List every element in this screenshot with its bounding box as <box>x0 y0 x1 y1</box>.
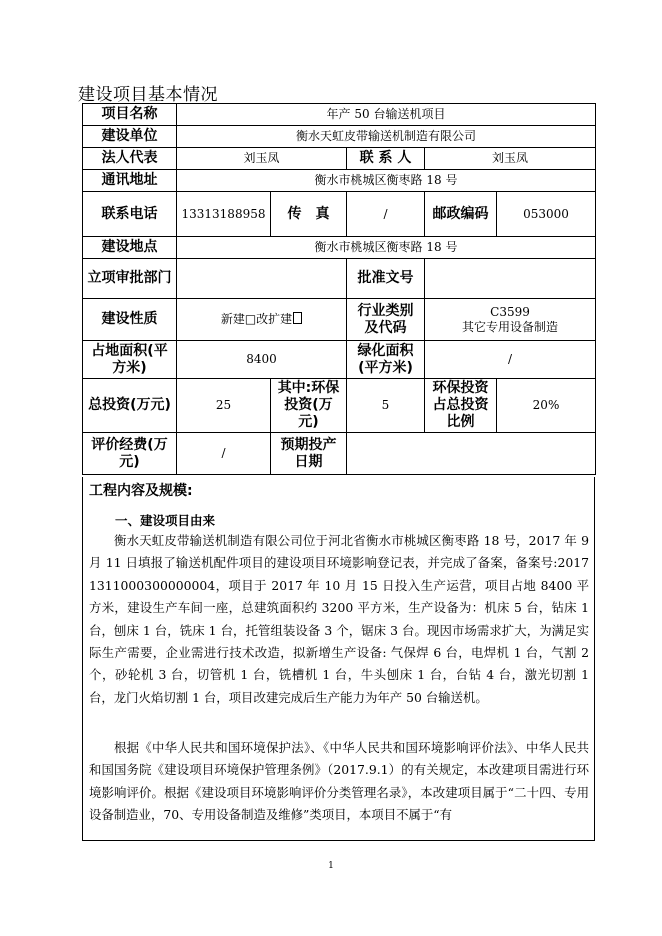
project-content-section <box>82 477 595 841</box>
industry-name: 其它专用设备制造 <box>462 319 559 334</box>
approval-no-value <box>425 259 596 299</box>
project-name-value: 年产 50 台输送机项目 <box>177 104 596 126</box>
paragraph-project-origin: 衡水天虹皮带输送机制造有限公司位于河北省衡水市桃城区衡枣路 18 号，2017 年 9 月 11 日填报了输送机配件项目的建设项目环境影响登记表，并完成了备案，备案号:20171311000300000004，项目于 2017 年 10 月 15 日投入生产运营，项目占地 8400 平方米，建设生产车间一座，总建筑面积约 3200 平方米，生产设备为：机床 5 台，钻床 1 台，刨床 1 台，铣床 1 台，托管组装设备 3 个，锯床 3 台。现因市场需求扩大，为满足实际生产需要，企业需进行技术改造，拟新增生产设备: 气保焊 6 台，电焊机 1 台，气割 2 个，砂轮机 3 台，切管机 1 台，铣槽机 1 台，牛头刨床 1 台，台钻 4 台，激光切割 1 台，龙门火焰切割 1 台，项目改建完成后生产能力为年产 50 台输送机。 <box>89 533 589 705</box>
industry-code: C3599 <box>490 304 530 319</box>
green-label: 绿化面积(平方米) <box>347 341 425 379</box>
invest-label: 总投资(万元) <box>83 379 177 433</box>
site-value: 衡水市桃城区衡枣路 18 号 <box>177 237 596 259</box>
paragraph-legal-basis: 根据《中华人民共和国环境保护法》、《中华人民共和国环境影响评价法》、中华人民共和国国务院《建设项目环境保护管理条例》（2017.9.1）的有关规定，本改建项目需进行环境影响评价。根据《建设项目环境影响评价分类管理名录》，本改建项目属于“二十四、专用设备制造业，70、专用设备制造及维修”类项目，本项目不属于“有 <box>89 740 589 823</box>
legal-rep-value: 刘玉凤 <box>177 148 347 170</box>
site-label: 建设地点 <box>83 237 177 259</box>
start-date-value <box>347 433 596 475</box>
unit-value: 衡水天虹皮带输送机制造有限公司 <box>177 126 596 148</box>
industry-value <box>425 299 596 341</box>
contact-value: 刘玉凤 <box>425 148 596 170</box>
industry-label: 行业类别及代码 <box>347 299 425 341</box>
checkbox-icon <box>293 312 302 324</box>
section-title: 工程内容及规模: <box>89 483 193 499</box>
eval-fee-label: 评价经费(万元) <box>83 433 177 475</box>
unit-label: 建设单位 <box>83 126 177 148</box>
phone-value: 13313188958 <box>177 192 271 237</box>
env-invest-label: 其中:环保投资(万元) <box>271 379 347 433</box>
eval-fee-value: / <box>177 433 271 475</box>
project-name-label: 项目名称 <box>83 104 177 126</box>
nature-label: 建设性质 <box>83 299 177 341</box>
nature-value <box>177 299 347 341</box>
start-date-label: 预期投产日期 <box>271 433 347 475</box>
invest-value: 25 <box>177 379 271 433</box>
approval-no-label: 批准文号 <box>347 259 425 299</box>
postcode-label: 邮政编码 <box>425 192 497 237</box>
env-invest-value: 5 <box>347 379 425 433</box>
env-ratio-label: 环保投资占总投资比例 <box>425 379 497 433</box>
address-label: 通讯地址 <box>83 170 177 192</box>
page-number: 1 <box>328 861 334 871</box>
contact-label: 联 系 人 <box>347 148 425 170</box>
green-value: / <box>425 341 596 379</box>
page-title: 建设项目基本情况 <box>78 85 218 105</box>
area-value: 8400 <box>177 341 347 379</box>
fax-label: 传 真 <box>271 192 347 237</box>
postcode-value: 053000 <box>497 192 596 237</box>
approval-dept-label: 立项审批部门 <box>83 259 177 299</box>
approval-dept-value <box>177 259 347 299</box>
project-info-table <box>82 103 596 475</box>
area-label: 占地面积(平方米) <box>83 341 177 379</box>
legal-rep-label: 法人代表 <box>83 148 177 170</box>
phone-label: 联系电话 <box>83 192 177 237</box>
nature-text: 新建□改扩建 <box>220 312 293 326</box>
fax-value: / <box>347 192 425 237</box>
address-value: 衡水市桃城区衡枣路 18 号 <box>177 170 596 192</box>
sub-title: 一、建设项目由来 <box>115 513 216 528</box>
env-ratio-value: 20% <box>497 379 596 433</box>
